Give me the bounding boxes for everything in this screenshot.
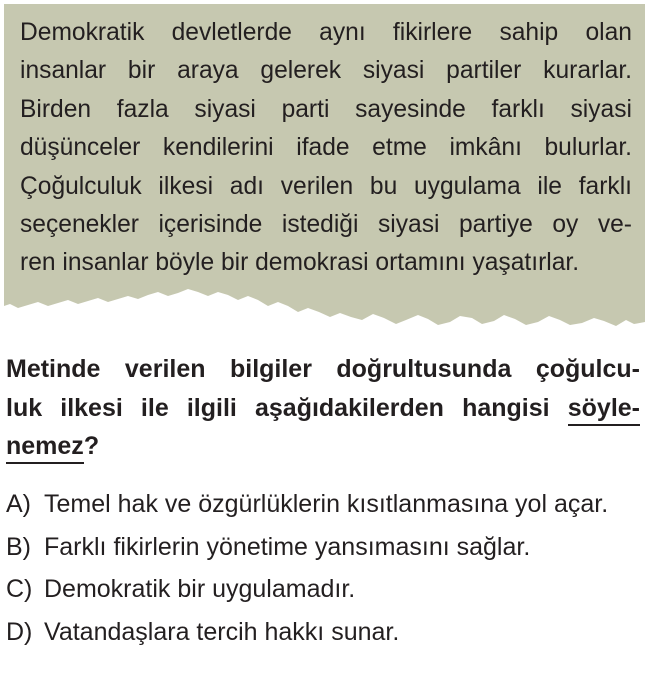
- option-text: Vatandaşlara tercih hakkı sunar.: [44, 617, 400, 646]
- option-b[interactable]: [6, 528, 642, 567]
- passage-line: ren insanlar böyle bir demokrasi ortamını yaşatırlar.: [20, 249, 580, 277]
- underlined-word-part-1: söyle-: [568, 394, 640, 426]
- option-letter: D): [6, 617, 33, 646]
- question-line-2-text: luk ilkesi ile ilgili aşağıdakilerden hangisi: [6, 393, 568, 422]
- option-letter: B): [6, 532, 31, 561]
- option-d[interactable]: [6, 613, 642, 652]
- option-text: Demokratik bir uygulamadır.: [44, 575, 356, 603]
- option-c[interactable]: [6, 570, 642, 609]
- passage-line: Birden fazla siyasi parti sayesinde farklı siyasi: [20, 95, 632, 123]
- option-text: Temel hak ve özgürlüklerin kısıtlanmasına yol açar.: [44, 490, 609, 518]
- question-line-2: [6, 389, 640, 428]
- option-a[interactable]: [6, 485, 642, 524]
- option-text: Farklı fikirlerin yönetime yansımasını sağlar.: [44, 532, 531, 561]
- passage-line: Demokratik devletlerde aynı fikirlere sahip olan: [20, 19, 632, 46]
- answer-options: [6, 485, 642, 655]
- reading-passage-box: [4, 4, 645, 329]
- passage-text: [20, 14, 632, 283]
- passage-line: düşünceler kendilerini ifade etme imkânı bulurlar.: [20, 134, 632, 162]
- option-letter: C): [6, 575, 33, 603]
- passage-line: seçenekler içerisinde istediği siyasi partiye oy ve-: [20, 211, 632, 239]
- passage-line: insanlar bir araya gelerek siyasi partiler kurarlar.: [20, 57, 632, 85]
- option-letter: A): [6, 490, 31, 518]
- question-line-1: Metinde verilen bilgiler doğrultusunda çoğulcu-: [6, 355, 640, 383]
- underlined-word-part-2: nemez: [6, 432, 84, 464]
- passage-line: Çoğulculuk ilkesi adı verilen bu uygulama ile farklı: [20, 172, 632, 200]
- question-mark: ?: [83, 432, 100, 460]
- question-stem: [6, 350, 640, 466]
- question-line-3: [6, 427, 640, 466]
